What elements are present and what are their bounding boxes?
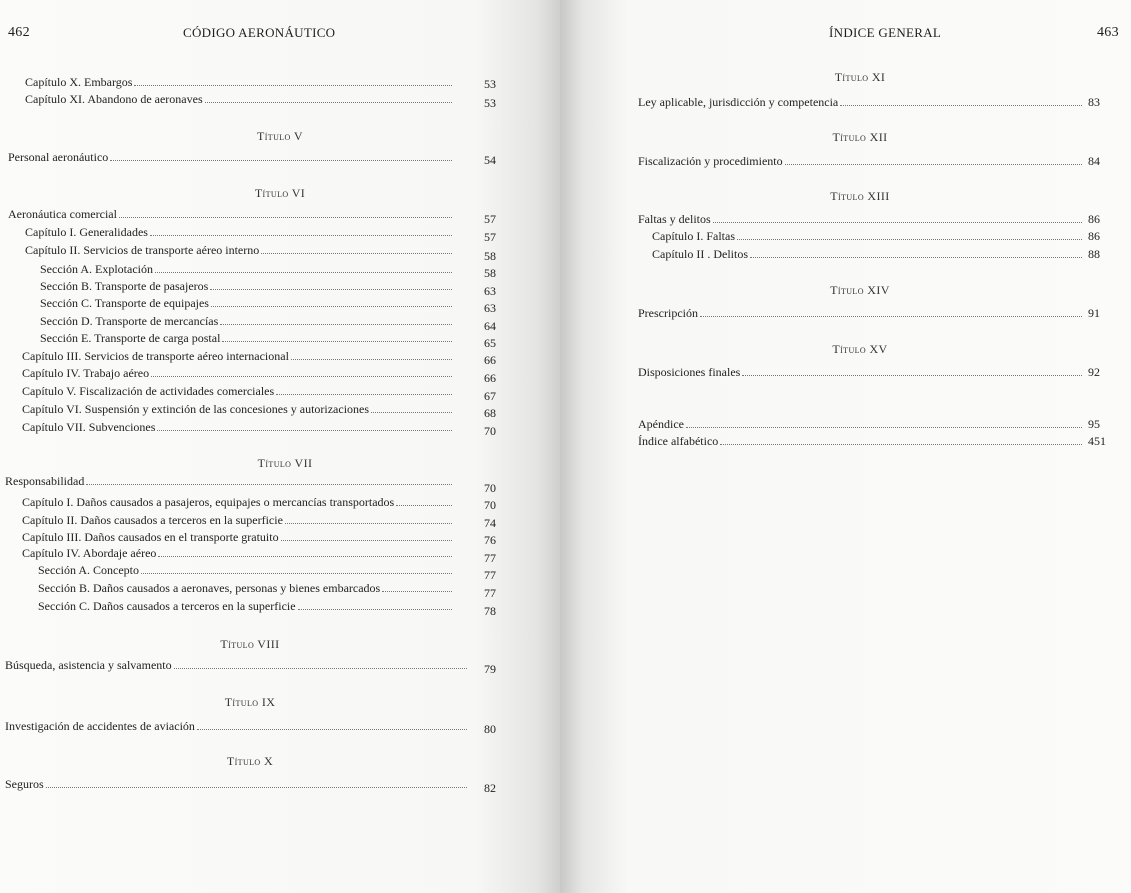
toc-entry-page: 70	[484, 481, 496, 495]
toc-entry-title: Índice alfabético	[638, 434, 719, 448]
toc-entry-title: Disposiciones finales	[638, 365, 741, 379]
toc-entry-title: Capítulo II . Delitos	[652, 247, 748, 261]
toc-entry-page: 66	[484, 353, 496, 367]
toc-entry-title: Capítulo IV. Abordaje aéreo	[22, 546, 157, 560]
toc-entry-page: 84	[1088, 154, 1100, 168]
toc-entry	[38, 563, 455, 580]
toc-entry-page: 82	[484, 781, 496, 795]
dot-leader	[281, 540, 452, 541]
toc-entry-title: Sección C. Daños causados a terceros en la superficie	[38, 599, 296, 613]
dot-leader	[737, 239, 1082, 240]
section-heading: Título VIII	[220, 637, 280, 651]
dot-leader	[298, 609, 452, 610]
toc-entry-page: 66	[484, 371, 496, 385]
toc-entry-page: 65	[484, 336, 496, 350]
toc-entry-page: 86	[1088, 229, 1100, 243]
toc-entry-page: 86	[1088, 212, 1100, 226]
toc-entry-page: 77	[484, 568, 496, 582]
toc-entry-title: Responsabilidad	[5, 474, 85, 488]
dot-leader	[371, 412, 452, 413]
toc-entry	[25, 243, 455, 260]
toc-entry	[40, 296, 455, 313]
toc-entry-title: Capítulo VI. Suspensión y extinción de las concesiones y autorizaciones	[22, 402, 370, 416]
dot-leader	[382, 591, 452, 592]
toc-entry	[638, 306, 1085, 323]
toc-entry-title: Ley aplicable, jurisdicción y competencia	[638, 95, 839, 109]
toc-entry	[652, 247, 1085, 264]
dot-leader	[151, 376, 452, 377]
toc-entry	[40, 314, 455, 331]
toc-entry-title: Sección A. Explotación	[40, 262, 153, 276]
dot-leader	[750, 257, 1082, 258]
toc-entry-page: 76	[484, 533, 496, 547]
toc-entry-page: 77	[484, 586, 496, 600]
toc-entry-title: Capítulo X. Embargos	[25, 75, 133, 89]
dot-leader	[261, 253, 452, 254]
toc-entry-title: Capítulo V. Fiscalización de actividades comerciales	[22, 384, 275, 398]
toc-entry-title: Sección C. Transporte de equipajes	[40, 296, 209, 310]
toc-entry-title: Investigación de accidentes de aviación	[5, 719, 195, 733]
toc-entry-page: 63	[484, 301, 496, 315]
dot-leader	[134, 85, 452, 86]
toc-entry-page: 74	[484, 516, 496, 530]
toc-entry-title: Faltas y delitos	[638, 212, 711, 226]
toc-entry	[22, 420, 455, 437]
dot-leader	[205, 102, 452, 103]
toc-entry-page: 53	[484, 77, 496, 91]
toc-entry	[638, 95, 1085, 112]
toc-entry	[638, 212, 1085, 229]
toc-entry-page: 54	[484, 153, 496, 167]
toc-entry	[5, 777, 470, 794]
toc-entry-title: Prescripción	[638, 306, 698, 320]
section-heading: Título VI	[254, 186, 306, 200]
section-heading: Título XII	[832, 130, 888, 144]
dot-leader	[150, 235, 452, 236]
dot-leader	[158, 556, 452, 557]
left-page	[0, 0, 560, 893]
dot-leader	[210, 289, 452, 290]
dot-leader	[700, 316, 1082, 317]
toc-entry-title: Capítulo VII. Subvenciones	[22, 420, 156, 434]
dot-leader	[276, 394, 452, 395]
dot-leader	[174, 668, 467, 669]
dot-leader	[86, 484, 452, 485]
toc-entry-page: 91	[1088, 306, 1100, 320]
toc-entry	[638, 154, 1085, 171]
toc-entry-page: 88	[1088, 247, 1100, 261]
toc-entry-page: 57	[484, 212, 496, 226]
left-page-number: 462	[8, 25, 30, 40]
toc-entry-page: 63	[484, 284, 496, 298]
toc-entry-title: Sección A. Concepto	[38, 563, 139, 577]
toc-entry	[652, 229, 1085, 246]
toc-entry-page: 67	[484, 389, 496, 403]
toc-entry	[22, 349, 455, 366]
toc-entry	[38, 599, 455, 616]
toc-entry-page: 58	[484, 266, 496, 280]
toc-entry-page: 78	[484, 604, 496, 618]
toc-entry-title: Capítulo III. Daños causados en el transporte gratuito	[22, 530, 279, 544]
dot-leader	[285, 523, 452, 524]
dot-leader	[785, 164, 1082, 165]
dot-leader	[197, 729, 467, 730]
dot-leader	[840, 105, 1082, 106]
toc-entry-title: Sección D. Transporte de mercancías	[40, 314, 219, 328]
dot-leader	[110, 160, 452, 161]
toc-entry	[5, 474, 455, 491]
toc-entry-page: 77	[484, 551, 496, 565]
toc-entry	[25, 75, 455, 92]
toc-entry-title: Capítulo I. Generalidades	[25, 225, 148, 239]
toc-entry-title: Búsqueda, asistencia y salvamento	[5, 658, 172, 672]
toc-entry-title: Seguros	[5, 777, 44, 791]
dot-leader	[46, 787, 467, 788]
section-heading: Título XV	[832, 342, 888, 356]
toc-entry	[638, 434, 1085, 451]
dot-leader	[222, 341, 452, 342]
toc-entry-page: 68	[484, 406, 496, 420]
toc-entry	[25, 225, 455, 242]
toc-entry-page: 53	[484, 96, 496, 110]
toc-entry	[5, 658, 470, 675]
toc-entry	[8, 150, 455, 167]
dot-leader	[713, 222, 1082, 223]
toc-entry-title: Capítulo I. Faltas	[652, 229, 735, 243]
toc-entry-title: Aeronáutica comercial	[8, 207, 117, 221]
toc-entry-page: 79	[484, 662, 496, 676]
toc-entry-page: 70	[484, 424, 496, 438]
toc-entry-page: 70	[484, 498, 496, 512]
toc-entry	[22, 530, 455, 547]
dot-leader	[141, 573, 452, 574]
right-running-head: ÍNDICE GENERAL	[829, 25, 942, 40]
toc-entry	[5, 719, 470, 736]
toc-entry	[22, 366, 455, 383]
toc-entry	[638, 417, 1085, 434]
toc-entry	[40, 331, 455, 348]
dot-leader	[119, 217, 452, 218]
left-running-head: CÓDIGO AERONÁUTICO	[183, 25, 336, 40]
toc-entry	[22, 546, 455, 563]
dot-leader	[211, 306, 452, 307]
section-heading: Título XI	[834, 70, 886, 84]
right-page-number: 463	[1097, 25, 1119, 40]
toc-entry-page: 80	[484, 722, 496, 736]
section-heading: Título X	[226, 754, 274, 768]
section-heading: Título V	[257, 129, 303, 143]
toc-entry	[40, 279, 455, 296]
toc-entry-title: Personal aeronáutico	[8, 150, 109, 164]
dot-leader	[220, 324, 452, 325]
toc-entry	[22, 513, 455, 530]
toc-entry	[40, 262, 455, 279]
toc-entry-page: 58	[484, 249, 496, 263]
toc-entry	[25, 92, 455, 109]
toc-entry-title: Capítulo IV. Trabajo aéreo	[22, 366, 150, 380]
dot-leader	[396, 505, 452, 506]
toc-entry	[8, 207, 455, 224]
toc-entry-title: Capítulo I. Daños causados a pasajeros, equipajes o mercancías transportados	[22, 495, 395, 509]
right-page	[560, 0, 1131, 893]
section-heading: Título VII	[257, 456, 313, 470]
toc-entry	[638, 365, 1085, 382]
toc-entry-page: 95	[1088, 417, 1100, 431]
toc-entry-title: Capítulo III. Servicios de transporte aéreo internacional	[22, 349, 289, 363]
toc-entry-title: Sección B. Transporte de pasajeros	[40, 279, 209, 293]
toc-entry	[22, 384, 455, 401]
section-heading: Título IX	[224, 695, 276, 709]
toc-entry-title: Capítulo XI. Abandono de aeronaves	[25, 92, 203, 106]
toc-entry	[22, 402, 455, 419]
toc-entry-page: 83	[1088, 95, 1100, 109]
section-heading: Título XIV	[830, 283, 890, 297]
section-heading: Título XIII	[830, 189, 890, 203]
toc-entry-title: Capítulo II. Daños causados a terceros en la superficie	[22, 513, 283, 527]
dot-leader	[157, 430, 452, 431]
toc-entry	[22, 495, 455, 512]
toc-entry-page: 92	[1088, 365, 1100, 379]
dot-leader	[291, 359, 452, 360]
dot-leader	[742, 375, 1082, 376]
toc-entry-title: Fiscalización y procedimiento	[638, 154, 783, 168]
toc-entry-title: Sección E. Transporte de carga postal	[40, 331, 221, 345]
toc-entry-title: Sección B. Daños causados a aeronaves, personas y bienes embarcados	[38, 581, 381, 595]
toc-entry-page: 64	[484, 319, 496, 333]
toc-entry-page: 451	[1088, 434, 1106, 448]
toc-entry	[38, 581, 455, 598]
dot-leader	[720, 444, 1082, 445]
dot-leader	[155, 272, 452, 273]
toc-entry-title: Capítulo II. Servicios de transporte aéreo interno	[25, 243, 260, 257]
toc-entry-title: Apéndice	[638, 417, 684, 431]
toc-entry-page: 57	[484, 230, 496, 244]
dot-leader	[686, 427, 1082, 428]
